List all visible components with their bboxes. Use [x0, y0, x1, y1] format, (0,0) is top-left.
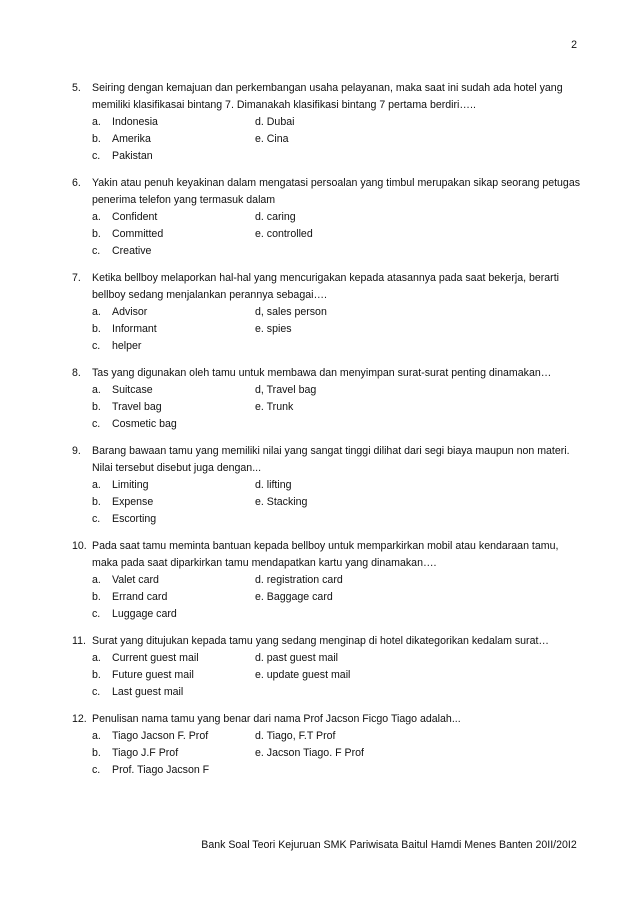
- answer-options: [92, 382, 584, 433]
- answer-options: [92, 477, 584, 528]
- option-row: [92, 728, 584, 745]
- option-row: [92, 321, 584, 338]
- option-row: [92, 745, 584, 762]
- question-item: [72, 443, 584, 528]
- option-text: d. caring: [255, 211, 296, 223]
- option-row: [92, 148, 584, 165]
- answer-options: [92, 304, 584, 355]
- option-text: Amerika: [112, 133, 151, 145]
- option-letter: b.: [92, 323, 101, 335]
- option-row: [92, 589, 584, 606]
- answer-options: [92, 114, 584, 165]
- option-row: [92, 416, 584, 433]
- option-row: [92, 114, 584, 131]
- question-number: 12.: [72, 713, 87, 725]
- option-letter: c.: [92, 340, 101, 352]
- option-row: [92, 131, 584, 148]
- option-letter: a.: [92, 479, 101, 491]
- option-text: Informant: [112, 323, 157, 335]
- option-letter: c.: [92, 418, 101, 430]
- option-row: [92, 667, 584, 684]
- option-letter: b.: [92, 591, 101, 603]
- option-text: Cosmetic bag: [112, 418, 177, 430]
- question-number: 10.: [72, 540, 87, 552]
- option-text: Luggage card: [112, 608, 177, 620]
- option-text: d. lifting: [255, 479, 292, 491]
- option-text: e. update guest mail: [255, 669, 351, 681]
- page-number: 2: [571, 39, 577, 51]
- page-footer: Bank Soal Teori Kejuruan SMK Pariwisata Baitul Hamdi Menes Banten 20II/20I2: [201, 839, 577, 851]
- question-text: Tas yang digunakan oleh tamu untuk membawa dan menyimpan surat-surat penting dinamakan…: [92, 367, 552, 379]
- option-text: e. Jacson Tiago. F Prof: [255, 747, 364, 759]
- option-row: [92, 399, 584, 416]
- option-row: [92, 209, 584, 226]
- option-text: Expense: [112, 496, 154, 508]
- option-letter: b.: [92, 669, 101, 681]
- question-text: Seiring dengan kemajuan dan perkembangan usaha pelayanan, maka saat ini sudah ada hotel yang memiliki klasifikasai bintang 7. Dimanakah klasifikasi bintang 7 pertama berdiri…..: [92, 82, 563, 111]
- option-row: [92, 494, 584, 511]
- option-text: Future guest mail: [112, 669, 194, 681]
- question-item: [72, 80, 584, 165]
- option-row: [92, 572, 584, 589]
- option-text: Indonesia: [112, 116, 158, 128]
- option-text: Valet card: [112, 574, 159, 586]
- question-text: Surat yang ditujukan kepada tamu yang sedang menginap di hotel dikategorikan kedalam surat…: [92, 635, 550, 647]
- option-text: Committed: [112, 228, 164, 240]
- option-text: e. controlled: [255, 228, 313, 240]
- option-text: e. Baggage card: [255, 591, 333, 603]
- option-text: helper: [112, 340, 142, 352]
- question-list: [72, 80, 584, 789]
- question-item: [72, 538, 584, 623]
- option-text: Escorting: [112, 513, 157, 525]
- answer-options: [92, 728, 584, 779]
- option-text: Last guest mail: [112, 686, 184, 698]
- option-letter: b.: [92, 747, 101, 759]
- option-text: Errand card: [112, 591, 168, 603]
- option-letter: a.: [92, 306, 101, 318]
- option-letter: c.: [92, 245, 101, 257]
- question-number: 9.: [72, 445, 81, 457]
- option-row: [92, 338, 584, 355]
- answer-options: [92, 572, 584, 623]
- option-text: Travel bag: [112, 401, 162, 413]
- question-number: 7.: [72, 272, 81, 284]
- option-text: Tiago J.F Prof: [112, 747, 179, 759]
- question-item: [72, 365, 584, 433]
- option-row: [92, 511, 584, 528]
- option-text: e. Trunk: [255, 401, 294, 413]
- option-letter: b.: [92, 133, 101, 145]
- option-text: Tiago Jacson F. Prof: [112, 730, 209, 742]
- answer-options: [92, 650, 584, 701]
- option-text: Confident: [112, 211, 158, 223]
- option-text: Creative: [112, 245, 152, 257]
- option-text: Pakistan: [112, 150, 153, 162]
- option-text: d. Tiago, F.T Prof: [255, 730, 336, 742]
- option-row: [92, 304, 584, 321]
- option-text: Current guest mail: [112, 652, 199, 664]
- option-text: e. spies: [255, 323, 292, 335]
- option-letter: c.: [92, 150, 101, 162]
- question-item: [72, 633, 584, 701]
- option-letter: a.: [92, 384, 101, 396]
- option-letter: b.: [92, 401, 101, 413]
- option-text: Prof. Tiago Jacson F: [112, 764, 210, 776]
- option-letter: a.: [92, 574, 101, 586]
- option-row: [92, 226, 584, 243]
- question-number: 5.: [72, 82, 81, 94]
- option-letter: a.: [92, 652, 101, 664]
- question-text: Pada saat tamu meminta bantuan kepada bellboy untuk memparkirkan mobil atau kendaraan tamu, maka pada saat diparkirkan tamu mendapatkan kartu yang dinamakan….: [92, 540, 559, 569]
- option-letter: c.: [92, 764, 101, 776]
- option-text: Limiting: [112, 479, 149, 491]
- option-letter: b.: [92, 496, 101, 508]
- question-number: 8.: [72, 367, 81, 379]
- option-letter: c.: [92, 608, 101, 620]
- option-text: d. past guest mail: [255, 652, 339, 664]
- question-item: [72, 270, 584, 355]
- option-row: [92, 382, 584, 399]
- option-letter: a.: [92, 730, 101, 742]
- option-text: Advisor: [112, 306, 148, 318]
- option-letter: a.: [92, 116, 101, 128]
- option-row: [92, 477, 584, 494]
- question-number: 6.: [72, 177, 81, 189]
- option-letter: c.: [92, 513, 101, 525]
- option-row: [92, 243, 584, 260]
- answer-options: [92, 209, 584, 260]
- option-text: Suitcase: [112, 384, 153, 396]
- option-letter: b.: [92, 228, 101, 240]
- question-number: 11.: [72, 635, 86, 647]
- question-text: Ketika bellboy melaporkan hal-hal yang mencurigakan kepada atasannya pada saat bekerja, berarti bellboy sedang menjalankan perannya sebagai….: [92, 272, 560, 301]
- option-text: d. registration card: [255, 574, 343, 586]
- option-text: d, sales person: [255, 306, 327, 318]
- option-text: d. Dubai: [255, 116, 295, 128]
- option-text: e. Cina: [255, 133, 289, 145]
- question-item: [72, 711, 584, 779]
- option-letter: c.: [92, 686, 101, 698]
- option-text: d, Travel bag: [255, 384, 317, 396]
- question-item: [72, 175, 584, 260]
- option-row: [92, 650, 584, 667]
- option-row: [92, 606, 584, 623]
- question-text: Yakin atau penuh keyakinan dalam mengatasi persoalan yang timbul merupakan sikap seorang petugas penerima telefon yang termasuk dalam: [92, 177, 581, 206]
- option-text: e. Stacking: [255, 496, 308, 508]
- option-row: [92, 762, 584, 779]
- question-text: Barang bawaan tamu yang memiliki nilai yang sangat tinggi dilihat dari segi biaya maupun non materi. Nilai tersebut disebut juga dengan...: [92, 445, 570, 474]
- option-letter: a.: [92, 211, 101, 223]
- option-row: [92, 684, 584, 701]
- question-text: Penulisan nama tamu yang benar dari nama Prof Jacson Ficgo Tiago adalah...: [92, 713, 461, 725]
